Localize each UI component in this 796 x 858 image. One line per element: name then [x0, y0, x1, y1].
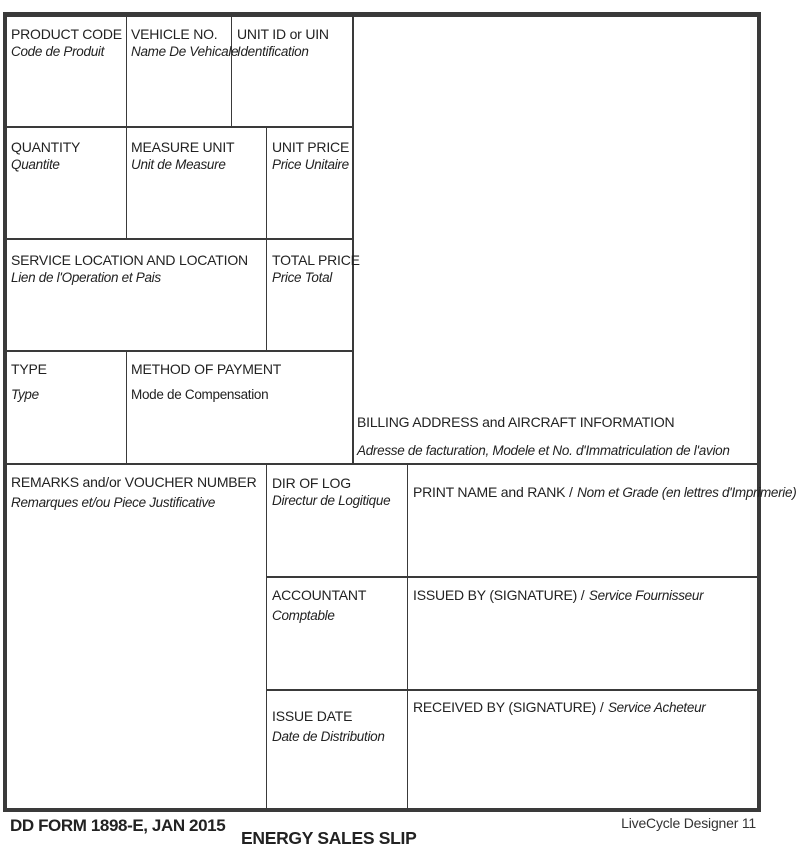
divider: [5, 238, 353, 240]
measure-unit-label-fr: Unit de Measure: [131, 157, 226, 172]
quantity-label: QUANTITY: [11, 139, 81, 155]
divider: [266, 689, 759, 691]
software-credit: LiveCycle Designer 11: [621, 815, 756, 831]
remarks-label: REMARKS and/or VOUCHER NUMBER: [11, 474, 257, 490]
vehicle-no-field[interactable]: [131, 26, 238, 60]
issue-date-field[interactable]: [272, 708, 385, 745]
print-name-label-fr: Nom et Grade (en lettres d'Imprimerie): [577, 485, 796, 500]
form-title: ENERGY SALES SLIP: [241, 828, 417, 848]
total-price-label-fr: Price Total: [272, 270, 332, 285]
received-by-field[interactable]: [413, 699, 705, 717]
billing-address-label-fr: Adresse de facturation, Modele et No. d'Immatriculation de l'avion: [357, 443, 730, 458]
divider: [126, 15, 127, 128]
measure-unit-label: MEASURE UNIT: [131, 139, 235, 155]
billing-address-field[interactable]: [357, 414, 730, 459]
remarks-label-fr: Remarques et/ou Piece Justificative: [11, 495, 216, 510]
vehicle-no-label: VEHICLE NO.: [131, 26, 218, 42]
service-location-label-fr: Lien de l'Operation et Pais: [11, 270, 161, 285]
divider: [5, 350, 353, 352]
top-border: [3, 12, 761, 17]
accountant-field[interactable]: [272, 587, 366, 624]
divider: [266, 127, 267, 351]
method-of-payment-label-fr: Mode de Compensation: [131, 387, 269, 402]
product-code-field[interactable]: [11, 26, 122, 60]
method-of-payment-label: METHOD OF PAYMENT: [131, 361, 282, 377]
issued-by-field[interactable]: [413, 587, 703, 605]
unit-price-field[interactable]: [272, 139, 349, 173]
type-label: TYPE: [11, 361, 47, 377]
divider: [5, 463, 759, 465]
received-by-label: RECEIVED BY (SIGNATURE) /: [413, 699, 604, 715]
right-border: [757, 12, 761, 812]
issued-by-label-fr: Service Fournisseur: [588, 588, 704, 603]
measure-unit-field[interactable]: [131, 139, 234, 173]
billing-address-label: BILLING ADDRESS and AIRCRAFT INFORMATION: [357, 414, 675, 430]
type-field[interactable]: [11, 361, 47, 403]
dir-of-log-label-fr: Directur de Logitique: [272, 493, 391, 508]
divider: [266, 576, 759, 578]
quantity-label-fr: Quantite: [11, 157, 60, 172]
unit-id-label: UNIT ID or UIN: [237, 26, 329, 42]
issue-date-label-fr: Date de Distribution: [272, 729, 385, 744]
divider: [266, 464, 267, 810]
service-location-label: SERVICE LOCATION AND LOCATION: [11, 252, 248, 268]
unit-id-field[interactable]: [237, 26, 329, 60]
divider: [407, 464, 408, 810]
print-name-field[interactable]: [413, 484, 796, 502]
left-border: [3, 12, 7, 812]
total-price-label: TOTAL PRICE: [272, 252, 360, 268]
unit-price-label: UNIT PRICE: [272, 139, 350, 155]
divider: [126, 351, 127, 464]
received-by-label-fr: Service Acheteur: [607, 700, 706, 715]
divider: [126, 127, 127, 239]
service-location-field[interactable]: [11, 252, 248, 286]
print-name-label: PRINT NAME and RANK /: [413, 484, 573, 500]
quantity-field[interactable]: [11, 139, 80, 173]
product-code-label: PRODUCT CODE: [11, 26, 122, 42]
issued-by-label: ISSUED BY (SIGNATURE) /: [413, 587, 585, 603]
type-label-fr: Type: [11, 387, 39, 402]
product-code-label-fr: Code de Produit: [11, 44, 105, 59]
vehicle-no-label-fr: Name De Vehicale: [131, 44, 239, 59]
accountant-label: ACCOUNTANT: [272, 587, 367, 603]
dir-of-log-label: DIR OF LOG: [272, 475, 351, 491]
divider: [5, 126, 353, 128]
remarks-field[interactable]: [11, 474, 256, 511]
unit-price-label-fr: Price Unitaire: [272, 157, 349, 172]
accountant-label-fr: Comptable: [272, 608, 335, 623]
method-of-payment-field[interactable]: [131, 361, 281, 403]
issue-date-label: ISSUE DATE: [272, 708, 353, 724]
total-price-field[interactable]: [272, 252, 360, 286]
dir-of-log-field[interactable]: [272, 475, 390, 509]
bottom-border: [3, 808, 761, 812]
form-id: DD FORM 1898-E, JAN 2015: [10, 816, 226, 835]
divider: [352, 15, 354, 465]
unit-id-label-fr: Identification: [237, 44, 309, 59]
